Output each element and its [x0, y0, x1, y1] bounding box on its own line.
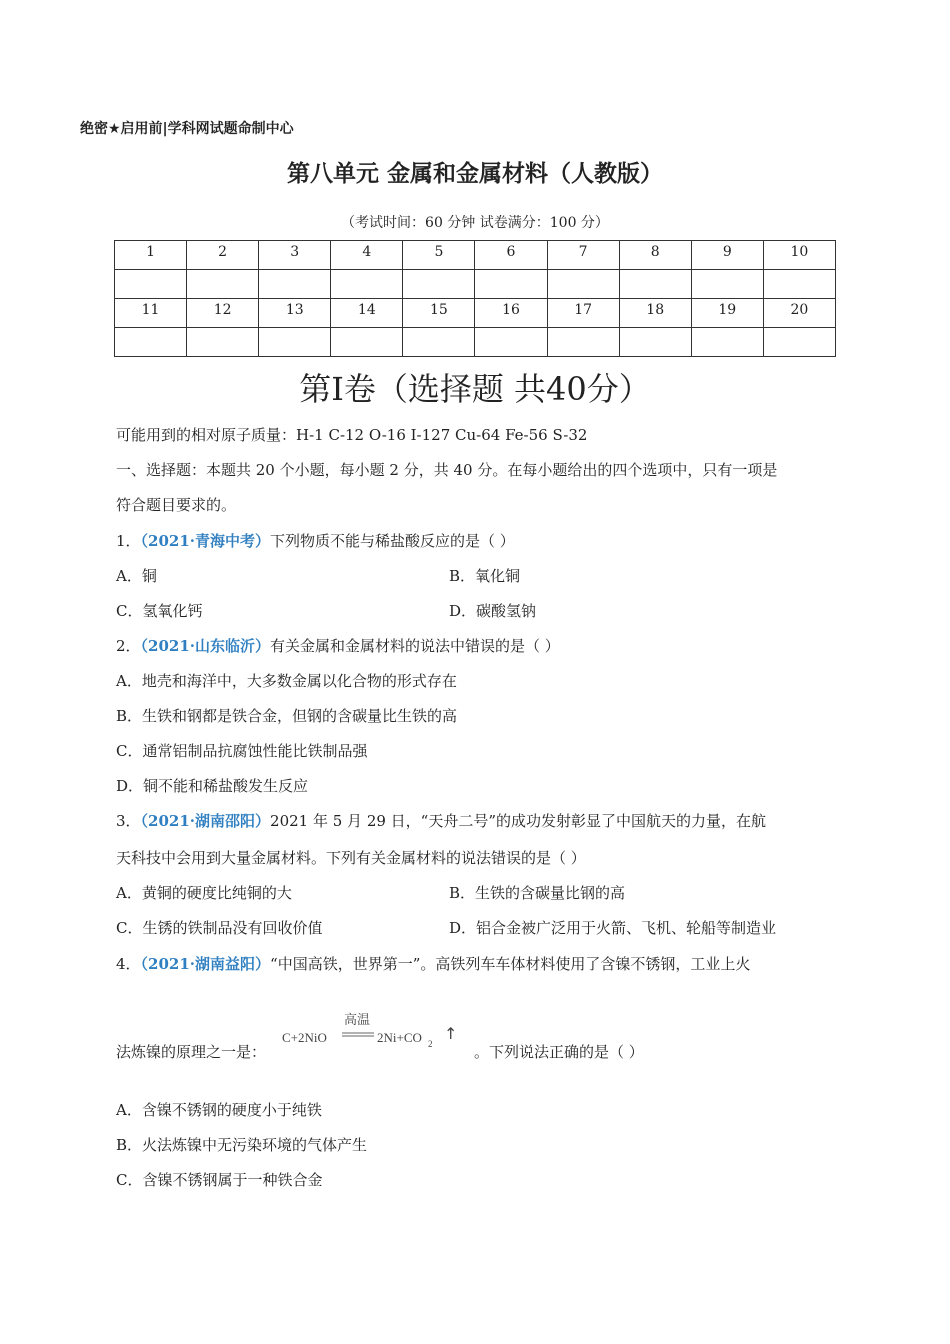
- answer-cell[interactable]: [547, 328, 619, 357]
- question-2-option-c: C．通常铝制品抗腐蚀性能比铁制品强: [116, 742, 368, 760]
- answer-cell[interactable]: [403, 270, 475, 299]
- question-number-cell: 17: [547, 299, 619, 328]
- answer-cell[interactable]: [763, 270, 835, 299]
- answer-cell[interactable]: [331, 270, 403, 299]
- question-3-option-d: D．铝合金被广泛用于火箭、飞机、轮船等制造业: [449, 919, 777, 937]
- question-number: 3．: [116, 812, 141, 830]
- question-2-option-a: A．地壳和海洋中，大多数金属以化合物的形式存在: [116, 672, 457, 690]
- question-1-option-b: B．氧化铜: [449, 567, 521, 585]
- question-source: （2021·山东临沂）: [140, 637, 271, 655]
- question-2-stem: [116, 635, 560, 656]
- confidential-header: 绝密★启用前|学科网试题命制中心: [80, 121, 294, 137]
- question-text: 有关金属和金属材料的说法中错误的是（ ）: [270, 637, 560, 655]
- question-2-option-d: D．铜不能和稀盐酸发生反应: [116, 777, 309, 795]
- question-number-cell: 13: [259, 299, 331, 328]
- question-number-cell: 20: [763, 299, 835, 328]
- question-text: 下列物质不能与稀盐酸反应的是（ ）: [270, 532, 515, 550]
- question-number-cell: 6: [475, 241, 547, 270]
- answer-cell[interactable]: [691, 270, 763, 299]
- question-number-cell: 4: [331, 241, 403, 270]
- answer-cell[interactable]: [259, 270, 331, 299]
- exam-info: （考试时间：60 分钟 试卷满分：100 分）: [341, 215, 609, 231]
- question-source: （2021·湖南邵阳）: [140, 812, 271, 830]
- answer-cell[interactable]: [475, 328, 547, 357]
- question-number-cell: 15: [403, 299, 475, 328]
- question-number: 4．: [116, 955, 141, 973]
- answer-cell[interactable]: [619, 270, 691, 299]
- answer-cell[interactable]: [403, 328, 475, 357]
- answer-cell[interactable]: [187, 270, 259, 299]
- question-3-option-c: C．生锈的铁制品没有回收价值: [116, 919, 323, 937]
- question-number-cell: 16: [475, 299, 547, 328]
- answer-cell[interactable]: [187, 328, 259, 357]
- question-source: （2021·湖南益阳）: [140, 955, 271, 973]
- question-number-cell: 7: [547, 241, 619, 270]
- answer-grid: [114, 240, 836, 357]
- equation-condition: 高温: [343, 1013, 371, 1028]
- question-number-cell: 18: [619, 299, 691, 328]
- question-text: 2021 年 5 月 29 日，“天舟二号”的成功发射彰显了中国航天的力量，在航: [270, 812, 767, 830]
- question-2-option-b: B．生铁和钢都是铁合金，但钢的含碳量比生铁的高: [116, 707, 458, 725]
- answer-cell[interactable]: [115, 270, 187, 299]
- question-3-stem: [116, 810, 766, 831]
- atomic-masses: 可能用到的相对原子质量：H-1 C-12 O-16 I-127 Cu-64 Fe-56 S-32: [116, 426, 588, 444]
- question-4-stem-continued: 。下列说法正确的是（ ）: [474, 1043, 644, 1061]
- question-number-cell: 2: [187, 241, 259, 270]
- question-number-cell: 9: [691, 241, 763, 270]
- question-text: “中国高铁，世界第一”。高铁列车车体材料使用了含镍不锈钢，工业上火: [270, 955, 751, 973]
- instructions-line-2: 符合题目要求的。: [116, 496, 237, 514]
- question-number-cell: 8: [619, 241, 691, 270]
- answer-cell[interactable]: [763, 328, 835, 357]
- question-number-cell: 19: [691, 299, 763, 328]
- question-4-formula-prefix: 法炼镍的原理之一是：: [116, 1043, 267, 1061]
- answer-cell[interactable]: [331, 328, 403, 357]
- question-number: 2．: [116, 637, 141, 655]
- equation-reactants: C+2NiO: [282, 1030, 327, 1045]
- question-number-cell: 1: [115, 241, 187, 270]
- answer-cell[interactable]: [115, 328, 187, 357]
- gas-arrow-icon: ↑: [444, 1024, 458, 1043]
- question-4-option-b: B．火法炼镍中无污染环境的气体产生: [116, 1136, 368, 1154]
- question-number-cell: 11: [115, 299, 187, 328]
- answer-cell[interactable]: [475, 270, 547, 299]
- answer-grid-header-row-2: [115, 299, 836, 328]
- question-1-option-c: C．氢氧化钙: [116, 602, 203, 620]
- answer-grid-answer-row-2: [115, 328, 836, 357]
- instructions-line-1: 一、选择题：本题共 20 个小题，每小题 2 分，共 40 分。在每小题给出的四个选项中，只有一项是: [116, 461, 778, 479]
- question-number-cell: 10: [763, 241, 835, 270]
- question-3-stem-continued: 天科技中会用到大量金属材料。下列有关金属材料的说法错误的是（ ）: [116, 849, 586, 867]
- question-3-option-a: A．黄铜的硬度比纯铜的大: [116, 884, 292, 902]
- answer-cell[interactable]: [691, 328, 763, 357]
- equation-products: 2Ni+CO: [377, 1030, 422, 1045]
- question-number: 1．: [116, 532, 141, 550]
- question-4-stem: [116, 953, 750, 974]
- question-number-cell: 5: [403, 241, 475, 270]
- answer-grid-header-row-1: [115, 241, 836, 270]
- question-number-cell: 14: [331, 299, 403, 328]
- question-1-option-a: A．铜: [116, 567, 157, 585]
- answer-cell[interactable]: [619, 328, 691, 357]
- chemical-equation: [282, 1008, 472, 1058]
- equation-subscript: 2: [428, 1039, 433, 1049]
- page-title: 第八单元 金属和金属材料（人教版）: [286, 161, 663, 187]
- answer-cell[interactable]: [259, 328, 331, 357]
- section-title: 第Ⅰ卷（选择题 共40分）: [299, 370, 651, 408]
- question-number-cell: 3: [259, 241, 331, 270]
- question-3-option-b: B．生铁的含碳量比钢的高: [449, 884, 626, 902]
- answer-cell[interactable]: [547, 270, 619, 299]
- answer-grid-answer-row-1: [115, 270, 836, 299]
- question-1-stem: [116, 530, 515, 551]
- question-4-option-a: A．含镍不锈钢的硬度小于纯铁: [116, 1101, 322, 1119]
- question-number-cell: 12: [187, 299, 259, 328]
- question-source: （2021·青海中考）: [140, 532, 271, 550]
- question-4-option-c: C．含镍不锈钢属于一种铁合金: [116, 1171, 323, 1189]
- question-1-option-d: D．碳酸氢钠: [449, 602, 537, 620]
